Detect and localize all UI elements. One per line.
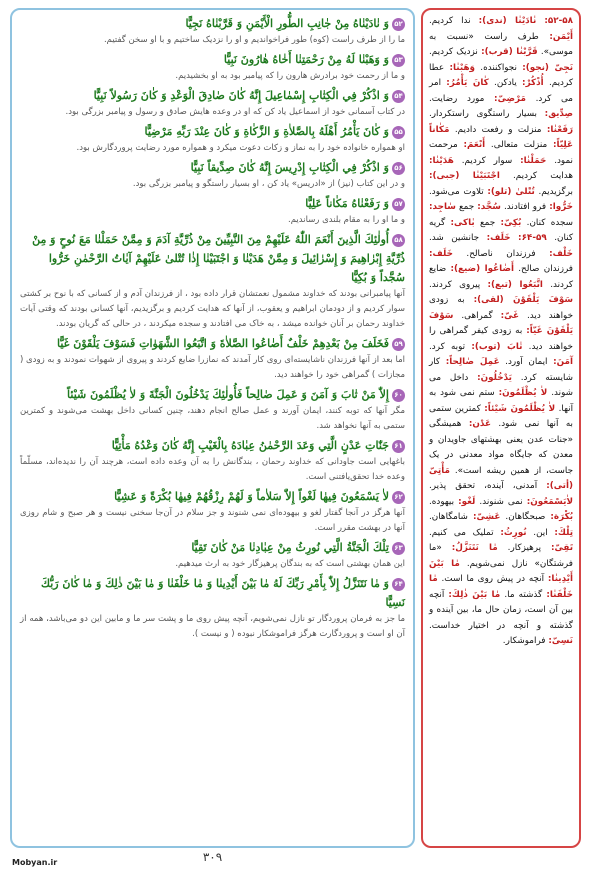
glossary-definition: پیروی کردند. [429, 279, 481, 290]
verse-number-badge: ۶۲ [392, 491, 405, 504]
glossary-definition: برگزیدیم. [538, 186, 574, 197]
page-number: ۳۰۹ [202, 850, 223, 864]
glossary-word: أَیْمَن: [549, 31, 574, 42]
verse-block [20, 86, 405, 120]
glossary-word: رَفَعْنٰا: [546, 124, 574, 135]
verse-arabic-text: وَ مٰا نَتَنَزَّلُ إِلاّٰ بِأَمْرِ رَبِّكَ لَهُ مٰا بَيْنَ أَيْدِينٰا وَ مٰا خَلْفَنٰا وَ مٰا بَيْنَ ذٰلِكَ وَ مٰا كٰانَ رَبُّكَ نَسِيًّا [40, 577, 405, 609]
verse-arabic [20, 194, 405, 213]
verse-arabic [20, 487, 405, 506]
glossary-definition: فرزندان ناصالح. [466, 248, 536, 259]
glossary-definition: توبه کرد. [429, 341, 466, 352]
verse-number-badge: ۵۶ [392, 162, 405, 175]
verse-translation: او همواره خانواده خود را به نماز و زکات دعوت میکرد و همواره مورد رضایت پروردگارش بود. [76, 143, 405, 153]
glossary-word: مَرْضِیّ: [494, 93, 526, 104]
verse-block [20, 436, 405, 485]
glossary-word: سٰاجِد: [429, 202, 456, 212]
verse-translation: این همان بهشتی است که به بندگان پرهیزگار خود به ارث میدهیم. [175, 559, 405, 569]
verse-number-badge: ۵۹ [392, 338, 405, 351]
glossary-definition: سوار کردیم. [461, 155, 513, 166]
site-watermark: Mobyan.ir [12, 858, 58, 867]
verse-arabic [20, 158, 405, 177]
verse-arabic-text: فَخَلَفَ مِنْ بَعْدِهِمْ خَلْفٌ أَضٰاعُوا الصَّلاٰةَ وَ اتَّبَعُوا الشَّهَوٰاتِ فَسَوْفَ يَلْقَوْنَ غَيًّا [57, 337, 389, 350]
glossary-definition: صبحگاهان. [505, 512, 546, 522]
glossary-definition: نمی شنوند. [479, 496, 523, 507]
verse-translation: در کتاب آسمانی خود از اسماعیل یاد کن که او در وعده هایش صادق و رسول و پیامبر بزرگی بود. [65, 107, 405, 117]
verse-arabic [20, 86, 405, 105]
glossary-verse-range: ۵۹-۶۴: [518, 233, 547, 243]
glossary-definition: جانشین شد. [429, 233, 480, 243]
verse-arabic [20, 436, 405, 455]
glossary-word: مَكٰاناً عَلِیّاً: [429, 124, 574, 150]
glossary-definition: ستم نمی شود به آنها. [429, 388, 574, 414]
verse-arabic-text: إِلاّٰ مَنْ تٰابَ وَ آمَنَ وَ عَمِلَ صٰالِحاً فَأُولٰئِكَ يَدْخُلُونَ الْجَنَّةَ وَ لاٰ يُظْلَمُونَ شَيْئاً [67, 388, 389, 401]
glossary-word: غَیّ: [500, 310, 520, 321]
glossary-word: یَدْخُلُونَ: [477, 372, 512, 383]
glossary-word: سُجَّد: [477, 202, 501, 212]
verse-number-badge: ۵۸ [392, 234, 405, 247]
verse-translation: اما بعد از آنها فرزندان ناشایسته‌ای روی کار آمدند که نمازرا ضایع کردند و پیروی از شهوات نمودند و به زودی ( مجازات ) گمراهی خود را خواهند دید. [20, 355, 405, 380]
glossary-definition: مرحمت نمود. [429, 140, 573, 166]
glossary-definition: طرف راست «نسبت به موسی». [429, 31, 574, 57]
quran-text-panel [10, 8, 415, 848]
verse-translation: ما را از طرف راست (کوه) طور فراخواندیم و او را نزدیک ساختیم و با او سخن گفتیم. [103, 35, 405, 45]
verse-number-badge: ۵۷ [392, 198, 405, 211]
glossary-word: بٰاكى: [450, 217, 475, 228]
glossary-word: اتَّبَعُوا (تبع): [487, 279, 543, 290]
verse-number-badge: ۶۱ [392, 440, 405, 453]
verse-arabic-text: وَ اذْكُرْ فِي الْكِتٰابِ إِدْرِيسَ إِنَّهُ كٰانَ صِدِّيقاً نَبِيًّا [190, 161, 389, 174]
glossary-word: مٰا خَلْفَنٰا: [429, 574, 573, 600]
glossary-definition: ایمان آورد. [505, 357, 548, 367]
verse-number-badge: ۵۲ [392, 18, 405, 31]
glossary-word: خَلْف: [549, 248, 573, 259]
glossary-definition: یادکن. [494, 78, 517, 88]
verse-number-badge: ۵۳ [392, 54, 405, 67]
verse-arabic [20, 334, 405, 353]
glossary-definition: تلاوت می‌شود. [429, 186, 484, 197]
verse-block [20, 122, 405, 156]
glossary-word: صِدِّیق: [544, 109, 574, 119]
glossary-word: نَجِیّ (نجو): [522, 62, 574, 73]
verse-block [20, 574, 405, 642]
verse-arabic-text: وَ اذْكُرْ فِي الْكِتٰابِ إِسْمٰاعِيلَ إِنَّهُ كٰانَ صٰادِقَ الْوَعْدِ وَ كٰانَ رَسُولاً نَبِيًّا [93, 89, 389, 102]
glossary-definition: پرهیزکار. [507, 543, 542, 553]
verse-number-badge: ۶۰ [392, 389, 405, 402]
glossary-word: تُتْلىٰ (تلو): [487, 186, 535, 197]
glossary-definition: سجده کنان. [526, 217, 574, 228]
glossary-definition: نزدیک کردیم. [429, 47, 478, 57]
glossary-definition: تملیک می کنیم. [429, 527, 494, 538]
glossary-definition: جمع [479, 217, 496, 228]
glossary-word: آمَنَ: [553, 357, 573, 367]
glossary-definition: این. [533, 527, 548, 538]
glossary-word: خَلَف: [429, 248, 453, 259]
glossary-word: سَوْفَ یَلْقَوْنَ غَیّاً: [429, 310, 574, 336]
glossary-definition: امر می کرد. [429, 78, 574, 104]
verse-number-badge: ۶۳ [392, 542, 405, 555]
verse-block [20, 158, 405, 192]
glossary-definition: به زودی خواهند دید. [429, 295, 574, 321]
glossary-word: حَمَلْنٰا: [520, 155, 547, 166]
glossary-word: عَدْن: [468, 419, 491, 429]
glossary-definition: فرزندان صالح. [518, 264, 574, 274]
glossary-word: هَدَیْنٰا: [429, 155, 454, 166]
glossary-word: لاٰیَسْمَعُونَ: [526, 496, 573, 507]
verse-arabic [20, 50, 405, 69]
glossary-definition: نجواکننده. [480, 62, 517, 73]
glossary-word: مَأْتِیّ (أتی): [429, 465, 573, 491]
glossary-word: خَرُّوا: [549, 202, 574, 212]
glossary-definition: منزلت متعالی. [490, 140, 548, 150]
verse-arabic-text: لاٰ يَسْمَعُونَ فِيهٰا لَغْواً إِلاّٰ سَلاٰماً وَ لَهُمْ رِزْقُهُمْ فِيهٰا بُكْرَةً وَ عَشِيًّا [114, 490, 389, 503]
verse-arabic [20, 385, 405, 404]
verse-block [20, 385, 405, 434]
glossary-verse-range: ۵۲-۵۸: [544, 16, 574, 26]
glossary-word: مٰا نَتَنَزَّلُ: [451, 543, 498, 553]
glossary-definition: گمراهی. [461, 310, 493, 321]
verse-translation: و در این کتاب (نیز) از «ادریس» یاد کن ، او بسیار راستگو و پیامبر بزرگی بود. [132, 179, 405, 189]
glossary-definition: منزلت و رفعت دادیم. [454, 124, 542, 135]
glossary-word: خَلَف: [486, 233, 511, 243]
verse-arabic-text: تِلْكَ الْجَنَّةُ الَّتِي نُورِثُ مِنْ عِبٰادِنٰا مَنْ كٰانَ تَقِيًّا [191, 541, 389, 554]
verse-translation: و ما از رحمت خود برادرش هارون را که پیامبر بود به او بخشیدیم. [175, 71, 405, 81]
glossary-panel [421, 8, 581, 848]
glossary-definition: ضایع کردند. [429, 264, 574, 290]
glossary-word: بُكِیّ: [500, 217, 522, 228]
glossary-word: نٰادَیْنٰا (ندی): [478, 16, 537, 26]
glossary-definition: کمترین ستمی به آنها نمی شود. [429, 403, 574, 429]
glossary-word: اجْتَبَیْنٰا (جبی): [429, 171, 500, 181]
glossary-word: سَوْفَ یَلْقَوْنَ (لقی): [473, 295, 574, 305]
verse-arabic-text: وَ رَفَعْنٰاهُ مَكٰاناً عَلِيًّا [305, 197, 389, 210]
glossary-definition: شامگاهان. [429, 512, 468, 522]
glossary-word: أَنْعَمَ: [463, 140, 486, 150]
verse-block [20, 14, 405, 48]
glossary-definition: فراموشکار. [502, 636, 546, 646]
glossary-word: لاٰ یُظْلَمُونَ شَیْئاً: [484, 403, 556, 414]
verse-arabic [20, 538, 405, 557]
glossary-word: مٰا بَیْنَ ذٰلِكَ: [448, 589, 501, 600]
verse-number-badge: ۵۴ [392, 90, 405, 103]
glossary-word: أُذْكُرْ: [522, 78, 544, 88]
verse-block [20, 230, 405, 332]
verse-translation: آنها هرگز در آنجا گفتار لغو و بیهوده‌ای نمی شنوند و جز سلام در آن‌جا سخنی نیست و هر صبح و شام روزی آنها در بهشت مقرر است. [20, 508, 405, 533]
glossary-definition: بسیار راستگوی راستکردار. [429, 109, 538, 119]
verse-translation: باغهایی است جاودانی که خداوند رحمان ، بندگانش را به آن وعده داده است، هرچند آن را ندیده‌اند، مسلّماً وعده خدا تحقق‌یافتنی است. [20, 457, 405, 482]
glossary-word: لَغْو: [458, 496, 476, 507]
verse-translation: مگر آنها که توبه کنند، ایمان آورند و عمل صالح انجام دهند، چنین کسانی داخل بهشت می‌شوند و کمترین ستمی به آنها نخواهد شد. [20, 406, 405, 431]
verse-number-badge: ۶۴ [392, 578, 405, 591]
verse-translation: آنها پیامبرانی بودند که خداوند مشمول نعمتشان قرار داده بود ، از فرزندان آدم و از کسانی که با نوح بر کشتی سوار کردیم و از دودمان ابراهیم و یعقوب، از آنها که هدایت کردیم و برگزیدیم، آنها کسانی بودند که وقتی آیات خداوند رحمان بر آنان خوانده میشد ، به خاک می افتادند و سجده میکردند ، در حالی که گریان بودند. [20, 289, 405, 329]
verse-block [20, 538, 405, 572]
verse-arabic-text: وَ كٰانَ يَأْمُرُ أَهْلَهُ بِالصَّلاٰةِ وَ الزَّكٰاةِ وَ كٰانَ عِنْدَ رَبِّهِ مَرْضِيًّا [144, 125, 389, 138]
verse-block [20, 334, 405, 383]
glossary-definition: مورد رضایت. [429, 93, 485, 104]
glossary-definition: گریه کنان. [429, 217, 574, 243]
glossary-definition: همیشگی «جنات عدن یعنی بهشتهای جاویدان و معدن که جایگاه مواد معدنی در یک جاست، از همین ریشه است». [429, 419, 574, 476]
glossary-word: مٰا بَیْنَ أَیْدِینٰا: [429, 558, 574, 584]
glossary-definition: آمدنی، آینده، تحقق پذیر. [429, 481, 538, 491]
glossary-definition: داخل می شوند. [429, 372, 574, 398]
glossary-word: عَشِیّ: [472, 512, 501, 522]
glossary-word: عَمِلَ صٰالِحاً: [445, 357, 500, 367]
verse-block [20, 50, 405, 84]
glossary-word: تَقِیّ: [550, 543, 574, 553]
glossary-definition: گذشته ما. [504, 589, 543, 600]
glossary-word: تِلْكَ: [554, 527, 574, 538]
verse-translation: ما جز به فرمان پروردگار تو نازل نمی‌شویم، آنچه پیش روی ما و پشت سر ما و مابین این دو می‌باشد، همه از آن او است و پروردگارت هرگز فراموشکار نبوده ( و نیست ). [20, 614, 405, 639]
glossary-definition: به زودی کیفر گمراهی را خواهند دید. [429, 326, 573, 352]
verse-block [20, 194, 405, 228]
verse-arabic-text: وَ وَهَبْنٰا لَهُ مِنْ رَحْمَتِنٰا أَخٰاهُ هٰارُونَ نَبِيًّا [223, 53, 389, 66]
verse-arabic-text: وَ نٰادَيْنٰاهُ مِنْ جٰانِبِ الطُّورِ الْأَيْمَنِ وَ قَرَّبْنٰاهُ نَجِيًّا [185, 17, 389, 30]
glossary-word: تٰابَ (توب): [471, 341, 523, 352]
glossary-definition: فرو افتادند. [503, 202, 547, 212]
glossary-definition: هدایت کردیم. [513, 171, 573, 181]
verse-translation: و ما او را به مقام بلندی رساندیم. [288, 215, 405, 225]
verse-number-badge: ۵۵ [392, 126, 405, 139]
glossary-definition: کار شایسته کرد. [429, 357, 574, 383]
glossary-word: نُورِثُ: [500, 527, 527, 538]
glossary-definition: ندا کردیم. [429, 16, 471, 26]
glossary-definition: عطا کردیم. [429, 62, 574, 88]
glossary-definition: آنچه در پیش روی ما است. [441, 574, 545, 584]
verse-arabic [20, 14, 405, 33]
glossary-word: كٰانَ یَأْمُرُ: [446, 78, 489, 88]
glossary-definition: جمع [458, 202, 475, 212]
glossary-word: لاٰ یُظْلَمُونَ: [498, 388, 548, 398]
verse-block [20, 487, 405, 536]
glossary-word: بُكْرَة: [550, 512, 573, 522]
glossary-word: قَرَّبْنٰا (قرب): [481, 47, 538, 57]
verse-arabic [20, 574, 405, 612]
verse-arabic-text: أُولٰئِكَ الَّذِينَ أَنْعَمَ اللّٰهُ عَلَيْهِمْ مِنَ النَّبِيِّينَ مِنْ ذُرِّيَّةِ آدَمَ وَ مِمَّنْ حَمَلْنٰا مَعَ نُوحٍ وَ مِنْ ذُرِّيَّةِ إِبْرٰاهِيمَ وَ إِسْرٰائِيلَ وَ مِمَّنْ هَدَيْنٰا وَ اجْتَبَيْنٰا إِذٰا تُتْلىٰ عَلَيْهِمْ آيٰاتُ الرَّحْمٰنِ خَرُّوا سُجَّداً وَ بُكِيًّا [32, 233, 405, 284]
verse-arabic [20, 230, 405, 287]
glossary-word: وَهَبْنٰا: [449, 62, 476, 73]
glossary-word: أَضٰاعُوا (ضیع): [450, 264, 514, 274]
glossary-word: نَسِیّ: [548, 636, 573, 646]
verse-arabic [20, 122, 405, 141]
glossary-definition: بیهوده. [429, 496, 455, 507]
glossary-definition: آنچه بین آن است، زمان حال ما، بین آینده و گذشته و آنچه در اختیار خداست. [429, 589, 573, 631]
glossary-text [429, 14, 573, 650]
glossary-definition: «ما فرشتگان» نازل نمی‌شویم. [429, 543, 573, 569]
verse-arabic-text: جَنّٰاتِ عَدْنٍ الَّتِي وَعَدَ الرَّحْمٰنُ عِبٰادَهُ بِالْغَيْبِ إِنَّهُ كٰانَ وَعْدُهُ مَأْتِيًّا [111, 439, 389, 452]
